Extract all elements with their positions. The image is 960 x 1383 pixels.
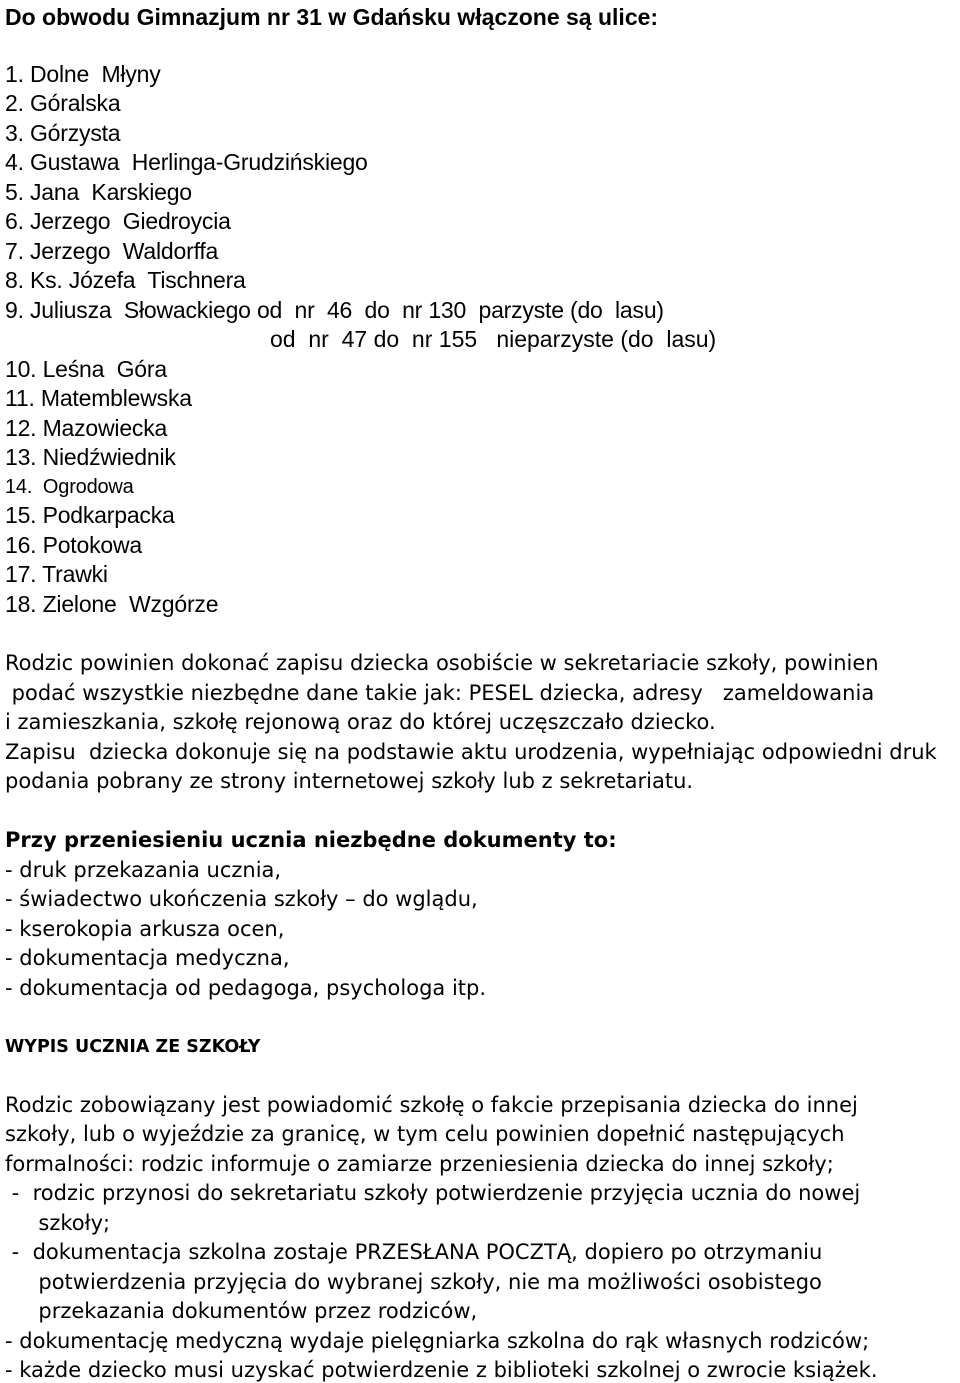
transfer-doc-item: - dokumentacja medyczna, [5, 946, 290, 970]
street-item: 7. Jerzego Waldorffa [5, 238, 219, 264]
street-item: 9. Juliusza Słowackiego od nr 46 do nr 130 parzyste (do lasu) [5, 297, 664, 323]
removal-line: - każde dziecko musi uzyskać potwierdzenie z biblioteki szkolnej o zwrocie książek. [5, 1358, 878, 1382]
street-item: 10. Leśna Góra [5, 356, 167, 382]
transfer-doc-item: - dokumentacja od pedagoga, psychologa itp. [5, 976, 487, 1000]
removal-heading: WYPIS UCZNIA ZE SZKOŁY [5, 1037, 261, 1057]
street-item-continuation: od nr 47 do nr 155 nieparzyste (do lasu) [270, 326, 717, 352]
removal-line: - rodzic przynosi do sekretariatu szkoły potwierdzenie przyjęcia ucznia do nowej [5, 1181, 861, 1205]
transfer-doc-item: - druk przekazania ucznia, [5, 858, 282, 882]
registration-line: Zapisu dziecka dokonuje się na podstawie aktu urodzenia, wypełniając odpowiedni druk [5, 740, 937, 764]
street-item: 12. Mazowiecka [5, 415, 168, 441]
registration-line: i zamieszkania, szkołę rejonową oraz do której uczęszczało dziecko. [5, 710, 716, 734]
removal-line: - dokumentację medyczną wydaje pielęgniarka szkolna do rąk własnych rodziców; [5, 1329, 870, 1353]
removal-line: szkoły, lub o wyjeździe za granicę, w tym celu powinien dopełnić następujących [5, 1122, 845, 1146]
street-item: 6. Jerzego Giedroycia [5, 208, 231, 234]
street-item: 3. Górzysta [5, 120, 121, 146]
registration-line: podać wszystkie niezbędne dane takie jak: PESEL dziecka, adresy zameldowania [5, 681, 875, 705]
removal-line: przekazania dokumentów przez rodziców, [5, 1299, 478, 1323]
street-item: 5. Jana Karskiego [5, 179, 192, 205]
street-item: 17. Trawki [5, 561, 108, 587]
street-item: 8. Ks. Józefa Tischnera [5, 267, 246, 293]
street-item: 16. Potokowa [5, 532, 142, 558]
transfer-heading: Przy przeniesieniu ucznia niezbędne dokumenty to: [5, 828, 617, 852]
transfer-doc-item: - kserokopia arkusza ocen, [5, 917, 285, 941]
removal-line: - dokumentacja szkolna zostaje PRZESŁANA POCZTĄ, dopiero po otrzymaniu [5, 1240, 823, 1264]
transfer-doc-item: - świadectwo ukończenia szkoły – do wglądu, [5, 887, 478, 911]
street-item: 14. Ogrodowa [5, 476, 134, 498]
registration-line: Rodzic powinien dokonać zapisu dziecka osobiście w sekretariacie szkoły, powinien [5, 651, 879, 675]
removal-line: Rodzic zobowiązany jest powiadomić szkołę o fakcie przepisania dziecka do innej [5, 1093, 858, 1117]
street-item: 15. Podkarpacka [5, 502, 175, 528]
street-item: 2. Góralska [5, 90, 121, 116]
street-item: 4. Gustawa Herlinga-Grudzińskiego [5, 149, 368, 175]
street-item: 1. Dolne Młyny [5, 61, 161, 87]
removal-line: szkoły; [5, 1211, 111, 1235]
page-title: Do obwodu Gimnazjum nr 31 w Gdańsku włączone są ulice: [5, 4, 659, 30]
removal-line: formalności: rodzic informuje o zamiarze przeniesienia dziecka do innej szkoły; [5, 1152, 834, 1176]
registration-line: podania pobrany ze strony internetowej szkoły lub z sekretariatu. [5, 769, 694, 793]
street-item: 13. Niedźwiednik [5, 444, 176, 470]
removal-line: potwierdzenia przyjęcia do wybranej szkoły, nie ma możliwości osobistego [5, 1270, 822, 1294]
street-item: 11. Matemblewska [5, 385, 192, 411]
street-item: 18. Zielone Wzgórze [5, 591, 219, 617]
